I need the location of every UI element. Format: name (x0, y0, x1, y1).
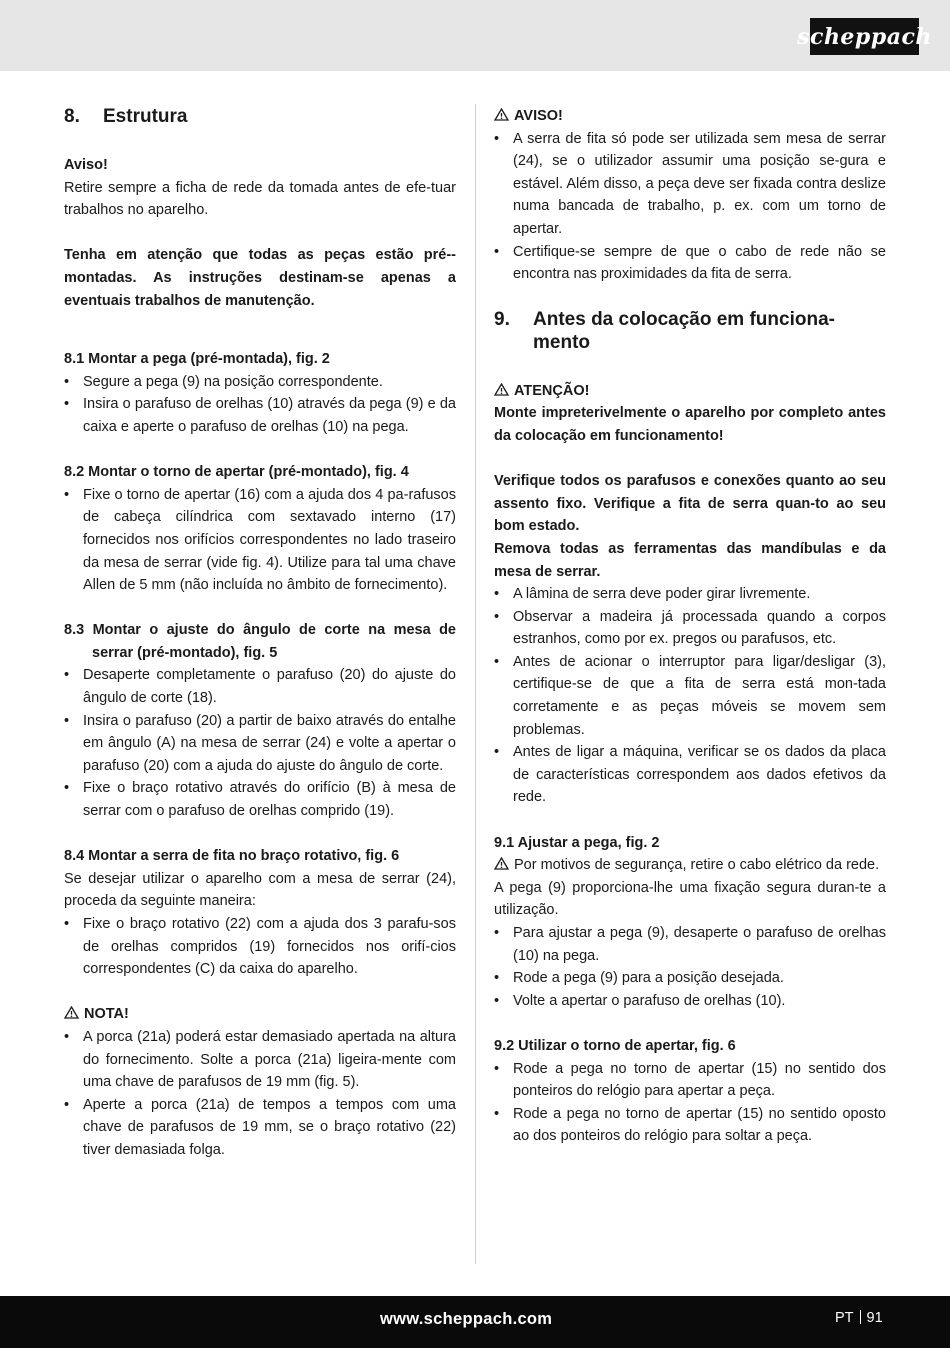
subsection-8-1-list (64, 371, 456, 439)
list-item: • Antes de acionar o interruptor para ligar/desligar (3), certifique-se de que a fita de serra está mon-tada corretamente e as peças móveis se movem sem problemas. (494, 651, 886, 741)
subsection-8-2-list (64, 484, 456, 597)
list-item: • A serra de fita só pode ser utilizada sem mesa de serrar (24), se o utilizador assumir uma posição se-gura e estável. Além disso, a peça deve ser fixada contra deslize numa bancada de trabalho, p. ex. com um torno de apertar. (494, 128, 886, 241)
footer-bar (0, 1296, 950, 1348)
list-item: • Certifique-se sempre de que o cabo de rede não se encontra nas proximidades da fita de serra. (494, 241, 886, 286)
aviso-label: Aviso! (64, 157, 108, 173)
section-9-heading (494, 308, 886, 354)
check-list (494, 583, 886, 809)
subsection-8-1-title: 8.1 Montar a pega (pré-montada), fig. 2 (64, 351, 330, 368)
list-item: • Aperte a porca (21a) de tempos a tempos com uma chave de parafusos de 19 mm, se o braço rotativo (22) tiver demasiada folga. (64, 1094, 456, 1162)
subsection-9-1-title: 9.1 Ajustar a pega, fig. 2 (494, 834, 660, 851)
list-item: • Volte a apertar o parafuso de orelhas (10). (494, 990, 886, 1013)
list-item: • A porca (21a) poderá estar demasiado apertada na altura do fornecimento. Solte a porca (21a) ligeira-mente com uma chave de parafusos de 19 mm (fig. 5). (64, 1026, 456, 1094)
column-divider (475, 104, 476, 1264)
list-item: • Rode a pega (9) para a posição desejada. (494, 967, 886, 990)
nota-label: NOTA! (84, 1006, 129, 1023)
aviso-text: Retire sempre a ficha de rede da tomada antes de efe-tuar trabalhos no aparelho. (64, 179, 456, 219)
subsection-9-2-title: 9.2 Utilizar o torno de apertar, fig. 6 (494, 1037, 736, 1054)
subsection-8-3-list (64, 664, 456, 822)
subsection-9-1-text: A pega (9) proporciona-lhe uma fixação segura duran-te a utilização. (494, 879, 886, 919)
list-item: • Fixe o torno de apertar (16) com a ajuda dos 4 pa-rafusos de cabeça cilíndrica com sextavado interno (17) fornecidos nos orifícios correspondentes no lado traseiro da mesa de serrar (vide fig. 4). Utilize para tal uma chave Allen de 5 mm (não incluída no âmbito de fornecimento). (64, 484, 456, 597)
right-column (494, 105, 886, 1148)
section-8-heading (64, 105, 456, 128)
website-link[interactable]: www.scheppach.com (380, 1310, 553, 1328)
list-item: • Segure a pega (9) na posição correspondente. (64, 371, 456, 394)
verify-text: Verifique todos os parafusos e conexões quanto ao seu assento fixo. Verifique a fita de serra quan-to ao seu bom estado. (494, 473, 886, 535)
list-item: • Observar a madeira já processada quando a corpos estranhos, como por ex. pregos ou parafusos, etc. (494, 606, 886, 651)
list-item: • Para ajustar a pega (9), desaperte o parafuso de orelhas (10) na pega. (494, 922, 886, 967)
left-column (64, 105, 456, 1162)
aviso-list (494, 128, 886, 286)
warning-triangle-icon (494, 857, 509, 870)
warning-triangle-icon (64, 1006, 79, 1019)
list-item: • Insira o parafuso (20) a partir de baixo através do entalhe em ângulo (A) na mesa de serrar (24) e volte a apertar o parafuso (20) com a ajuda do ajuste do ângulo de corte. (64, 710, 456, 778)
nota-list (64, 1026, 456, 1162)
section-number: 9. (494, 308, 510, 330)
subsection-8-3-title: 8.3 Montar o ajuste do ângulo de corte na mesa de serrar (pré-montado), fig. 5 (64, 622, 456, 661)
subsection-8-2-title: 8.2 Montar o torno de apertar (pré-montado), fig. 4 (64, 464, 409, 481)
list-item: • Desaperte completamente o parafuso (20) do ajuste do ângulo de corte (18). (64, 664, 456, 709)
logo-text: scheppach (797, 23, 932, 50)
atencao-label: ATENÇÃO! (514, 382, 590, 399)
nota-heading (64, 1003, 456, 1026)
subsection-9-1-list (494, 922, 886, 1012)
atencao-heading (494, 380, 886, 403)
list-item: • Fixe o braço rotativo através do orifício (B) à mesa de serrar com o parafuso de orelhas comprido (19). (64, 777, 456, 822)
list-item: • Rode a pega no torno de apertar (15) no sentido dos ponteiros do relógio para apertar a peça. (494, 1058, 886, 1103)
section-title: Estrutura (103, 106, 188, 127)
subsection-8-4-title: 8.4 Montar a serra de fita no braço rotativo, fig. 6 (64, 848, 400, 865)
brand-logo (797, 18, 932, 55)
list-item: • Insira o parafuso de orelhas (10) através da pega (9) e da caixa e aperte o parafuso de orelhas (10) na pega. (64, 393, 456, 438)
subsection-9-1-warning (494, 854, 886, 877)
subsection-8-4-intro: Se desejar utilizar o aparelho com a mesa de serrar (24), proceda da seguinte maneira: (64, 870, 456, 910)
warning-text: Por motivos de segurança, retire o cabo elétrico da rede. (514, 857, 880, 874)
atencao-text: Monte impreterivelmente o aparelho por completo antes da colocação em funcionamento! (494, 405, 886, 444)
warning-triangle-icon (494, 108, 509, 121)
page-number: 91 (866, 1310, 883, 1326)
separator (860, 1310, 861, 1324)
list-item: • A lâmina de serra deve poder girar livremente. (494, 583, 886, 606)
warning-triangle-icon (494, 383, 509, 396)
aviso-heading (494, 105, 886, 128)
remove-text: Remova todas as ferramentas das mandíbulas e da mesa de serrar. (494, 540, 886, 580)
language-code: PT (835, 1310, 854, 1326)
section-title: Antes da colocação em funciona-mento (533, 308, 835, 353)
page-indicator (835, 1310, 883, 1326)
subsection-9-2-list (494, 1058, 886, 1148)
section-number: 8. (64, 106, 80, 127)
list-item: • Rode a pega no torno de apertar (15) no sentido oposto ao dos ponteiros do relógio para soltar a peça. (494, 1103, 886, 1148)
premontado-note: Tenha em atenção que todas as peças estão pré--montadas. As instruções destinam-se apenas a eventuais trabalhos de manutenção. (64, 247, 456, 309)
list-item: • Fixe o braço rotativo (22) com a ajuda dos 3 parafu-sos de orelhas compridos (19) fornecidos nos orifí-cios correspondentes (C) da caixa do aparelho. (64, 913, 456, 981)
list-item: • Antes de ligar a máquina, verificar se os dados da placa de características correspondem aos dados efetivos da rede. (494, 741, 886, 809)
aviso-label: AVISO! (514, 108, 563, 124)
subsection-8-4-list (64, 913, 456, 981)
